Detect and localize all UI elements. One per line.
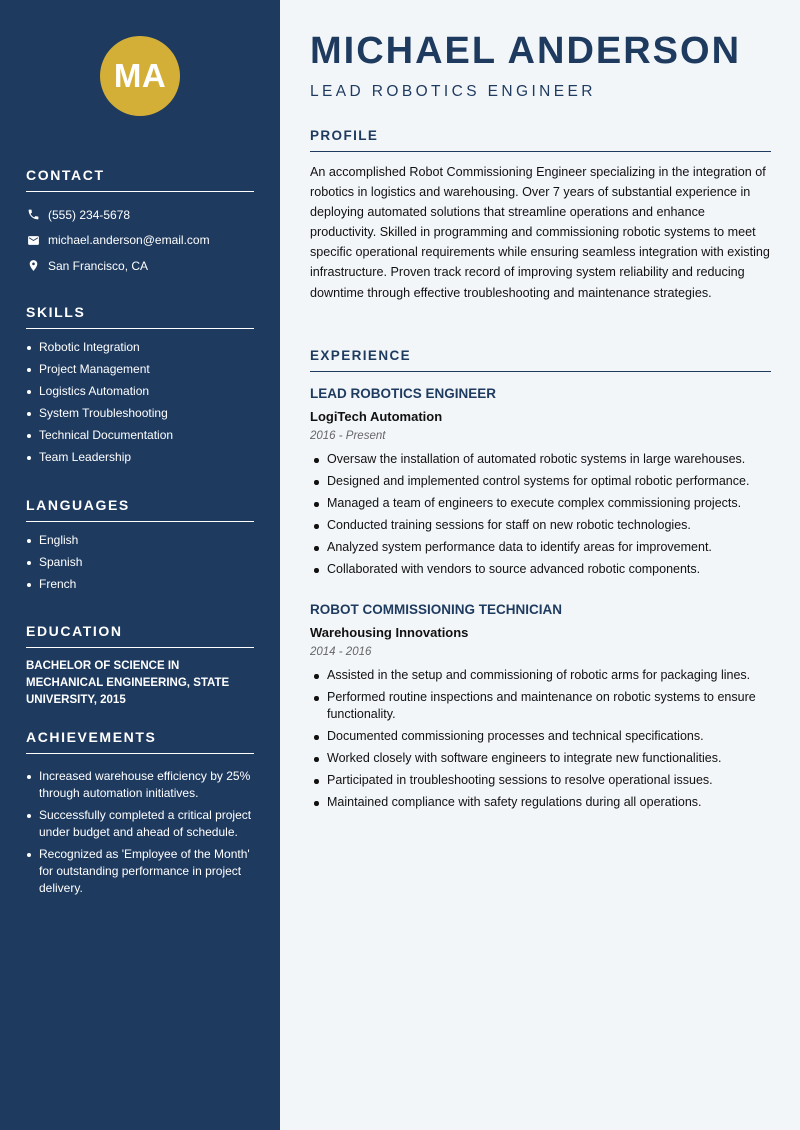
experience-heading: EXPERIENCE: [310, 348, 771, 372]
skills-list: [26, 339, 254, 466]
contact-email: [26, 228, 254, 254]
skill-item: Project Management: [26, 361, 254, 378]
achievements-heading: ACHIEVEMENTS: [26, 729, 254, 754]
achievement-item: Successfully completed a critical project under budget and ahead of schedule.: [26, 807, 254, 841]
email-text[interactable]: michael.anderson@email.com: [48, 233, 210, 248]
skill-item: Logistics Automation: [26, 383, 254, 400]
job-bullets: [310, 451, 771, 578]
job-bullet: Documented commissioning processes and technical specifications.: [310, 728, 771, 745]
language-item: French: [26, 576, 254, 593]
job-bullet: Designed and implemented control systems for optimal robotic performance.: [310, 473, 771, 490]
experience-section: [310, 348, 771, 372]
contact-heading: CONTACT: [26, 167, 254, 192]
education-degree: BACHELOR OF SCIENCE IN MECHANICAL ENGINEERING, STATE UNIVERSITY, 2015: [26, 660, 230, 706]
contact-location: [26, 253, 254, 279]
job-bullet: Collaborated with vendors to source advanced robotic components.: [310, 561, 771, 578]
job-bullet: Oversaw the installation of automated robotic systems in large warehouses.: [310, 451, 771, 468]
job-bullet: Managed a team of engineers to execute complex commissioning projects.: [310, 495, 771, 512]
job-dates: 2016 - Present: [310, 430, 386, 442]
job-bullet: Assisted in the setup and commissioning of robotic arms for packaging lines.: [310, 667, 771, 684]
job-bullet: Participated in troubleshooting sessions to resolve operational issues.: [310, 772, 771, 789]
language-item: English: [26, 532, 254, 549]
skill-item: Team Leadership: [26, 449, 254, 466]
education-heading: EDUCATION: [26, 623, 254, 648]
contact-phone: [26, 202, 254, 228]
skill-item: System Troubleshooting: [26, 405, 254, 422]
job-bullet: Conducted training sessions for staff on new robotic technologies.: [310, 517, 771, 534]
job-dates: 2014 - 2016: [310, 646, 372, 658]
achievement-item: Recognized as 'Employee of the Month' for outstanding performance in project delivery.: [26, 846, 254, 897]
profile-text: An accomplished Robot Commissioning Engineer specializing in the integration of robotics in logistics and warehousing. Over 7 years of substantial experience in deploying automated solutions that streamline operations and enhance productivity. Skilled in programming and commissioning robotic systems to meet specific operational requirements while ensuring seamless integration with existing infrastructure. Proven track record of improving system reliability and reducing downtime through effective troubleshooting and maintenance strategies.: [310, 165, 770, 300]
job-company: LogiTech Automation: [310, 409, 443, 424]
job-bullet: Maintained compliance with safety regulations during all operations.: [310, 794, 771, 811]
job-company: Warehousing Innovations: [310, 625, 469, 640]
skills-section: [26, 304, 254, 471]
avatar: MA: [100, 36, 180, 116]
profile-section: [310, 128, 771, 303]
phone-text[interactable]: (555) 234-5678: [48, 207, 131, 222]
email-icon: [26, 233, 40, 247]
location-text: San Francisco, CA: [48, 258, 149, 273]
languages-list: [26, 532, 254, 593]
job-bullet: Analyzed system performance data to identify areas for improvement.: [310, 539, 771, 556]
skill-item: Technical Documentation: [26, 427, 254, 444]
job-role: LEAD ROBOTICS ENGINEER: [310, 386, 497, 401]
job-entry: [310, 602, 771, 816]
contact-section: [26, 167, 254, 279]
languages-heading: LANGUAGES: [26, 497, 254, 522]
skill-item: Robotic Integration: [26, 339, 254, 356]
achievement-item: Increased warehouse efficiency by 25% through automation initiatives.: [26, 768, 254, 802]
job-role: ROBOT COMMISSIONING TECHNICIAN: [310, 602, 562, 617]
job-bullet: Worked closely with software engineers to integrate new functionalities.: [310, 750, 771, 767]
job-bullets: [310, 667, 771, 811]
skills-heading: SKILLS: [26, 304, 254, 329]
profile-heading: PROFILE: [310, 128, 771, 152]
job-entry: [310, 386, 771, 583]
achievements-section: [26, 729, 254, 902]
candidate-title: LEAD ROBOTICS ENGINEER: [310, 83, 596, 100]
location-pin-icon: [26, 259, 40, 273]
phone-icon: [26, 208, 40, 222]
sidebar: [0, 0, 280, 1130]
education-section: [26, 623, 254, 709]
language-item: Spanish: [26, 554, 254, 571]
candidate-name: MICHAEL ANDERSON: [310, 30, 742, 72]
languages-section: [26, 497, 254, 598]
achievements-list: [26, 768, 254, 897]
job-bullet: Performed routine inspections and maintenance on robotic systems to ensure functionality.: [310, 689, 771, 723]
